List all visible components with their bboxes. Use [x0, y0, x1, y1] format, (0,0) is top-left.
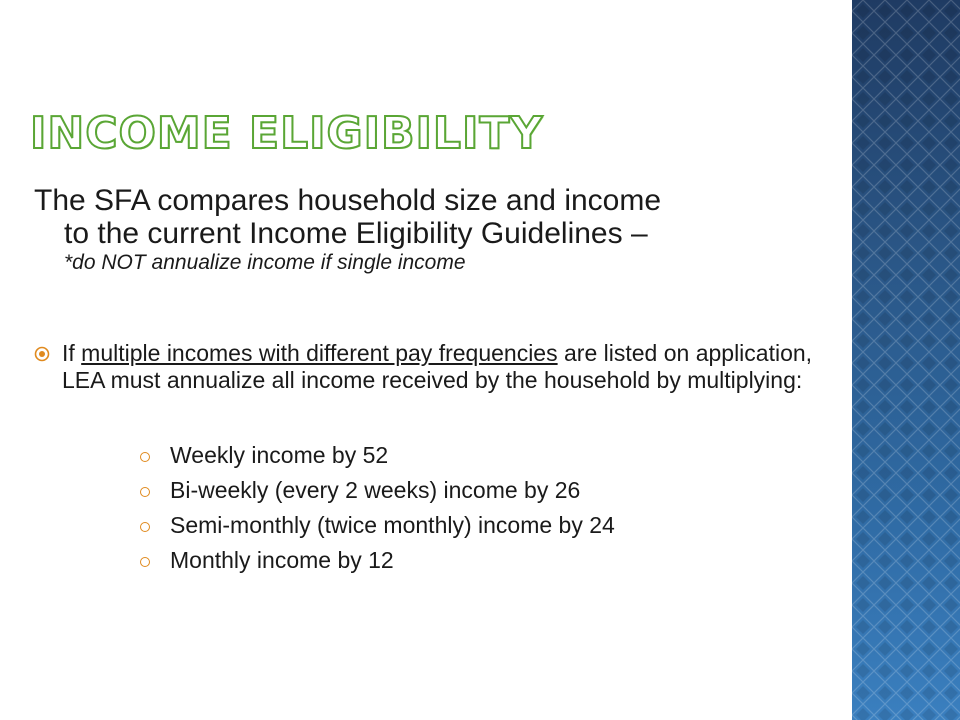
- intro-note: *do NOT annualize income if single income: [64, 251, 466, 274]
- intro-paragraph: [34, 184, 834, 276]
- bullet-underlined-phrase: multiple incomes with different pay frequencies: [81, 340, 558, 366]
- hollow-circle-bullet-icon: [140, 487, 150, 497]
- decorative-side-panel: [852, 0, 960, 720]
- hollow-circle-bullet-icon: [140, 557, 150, 567]
- circle-dot-bullet-icon: [34, 346, 50, 362]
- sub-bullet-text: Weekly income by 52: [170, 442, 389, 468]
- sub-bullet-weekly: [140, 438, 830, 473]
- sub-bullet-text: Monthly income by 12: [170, 547, 394, 573]
- sub-bullet-text: Bi-weekly (every 2 weeks) income by 26: [170, 477, 581, 503]
- bullet-prefix: If: [62, 340, 82, 366]
- hollow-circle-bullet-icon: [140, 452, 150, 462]
- intro-line-1: The SFA compares household size and income: [34, 184, 662, 217]
- bullet-text: [34, 340, 824, 394]
- bullet-suffix: are listed on application, LEA must annualize all income received by the household by multiplying:: [62, 340, 813, 393]
- sub-bullet-list: [140, 438, 830, 578]
- sub-bullet-biweekly: [140, 473, 830, 508]
- intro-line-2: to the current Income Eligibility Guidelines –: [64, 217, 648, 250]
- diamond-pattern: [852, 0, 960, 720]
- bullet-item: [34, 340, 824, 394]
- sub-bullet-monthly: [140, 543, 830, 578]
- hollow-circle-bullet-icon: [140, 522, 150, 532]
- slide-title: INCOME ELIGIBILITY: [30, 108, 544, 159]
- sub-bullet-semimonthly: [140, 508, 830, 543]
- sub-bullet-text: Semi-monthly (twice monthly) income by 24: [170, 512, 615, 538]
